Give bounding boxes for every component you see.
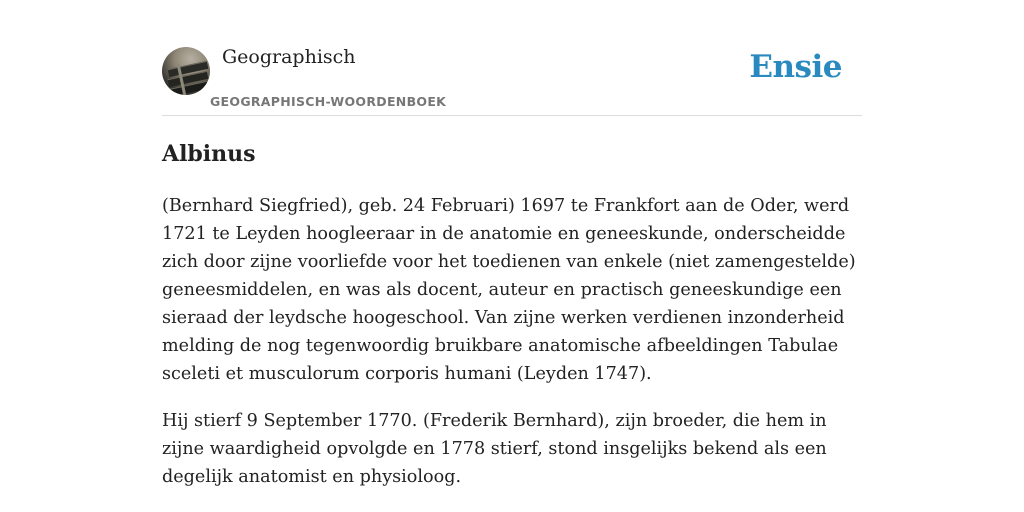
page-container (162, 0, 862, 487)
site-name-link[interactable]: Geographisch (222, 46, 356, 68)
entry-paragraph-2: Hij stierf 9 September 1770. (Frederik Bernhard), zijn broeder, die hem in zijne waardigheid opvolgde en 1778 stierf, stond insgelijks bekend als een degelijk anatomist en physioloog. (162, 411, 827, 487)
site-header (162, 0, 862, 116)
books-avatar-icon[interactable] (162, 47, 210, 95)
ensie-logo-link[interactable]: Ensie (749, 49, 842, 85)
site-subtitle-link[interactable]: GEOGRAPHISCH-WOORDENBOEK (210, 94, 447, 109)
entry-title: Albinus (162, 141, 256, 167)
entry-paragraph-1: (Bernhard Siegfried), geb. 24 Februari) 1697 te Frankfort aan de Oder, werd 1721 te Leyden hoogleeraar in de anatomie en geneeskunde, onderscheidde zich door zijne voorliefde voor het toedienen van enkele (niet zamengestelde) geneesmiddelen, en was als docent, auteur en practisch geneeskundige een sieraad der leydsche hoogeschool. Van zijne werken verdienen inzonderheid melding de nog tegenwoordig bruikbare anatomische afbeeldingen Tabulae sceleti et musculorum corporis humani (Leyden 1747). (162, 196, 856, 384)
